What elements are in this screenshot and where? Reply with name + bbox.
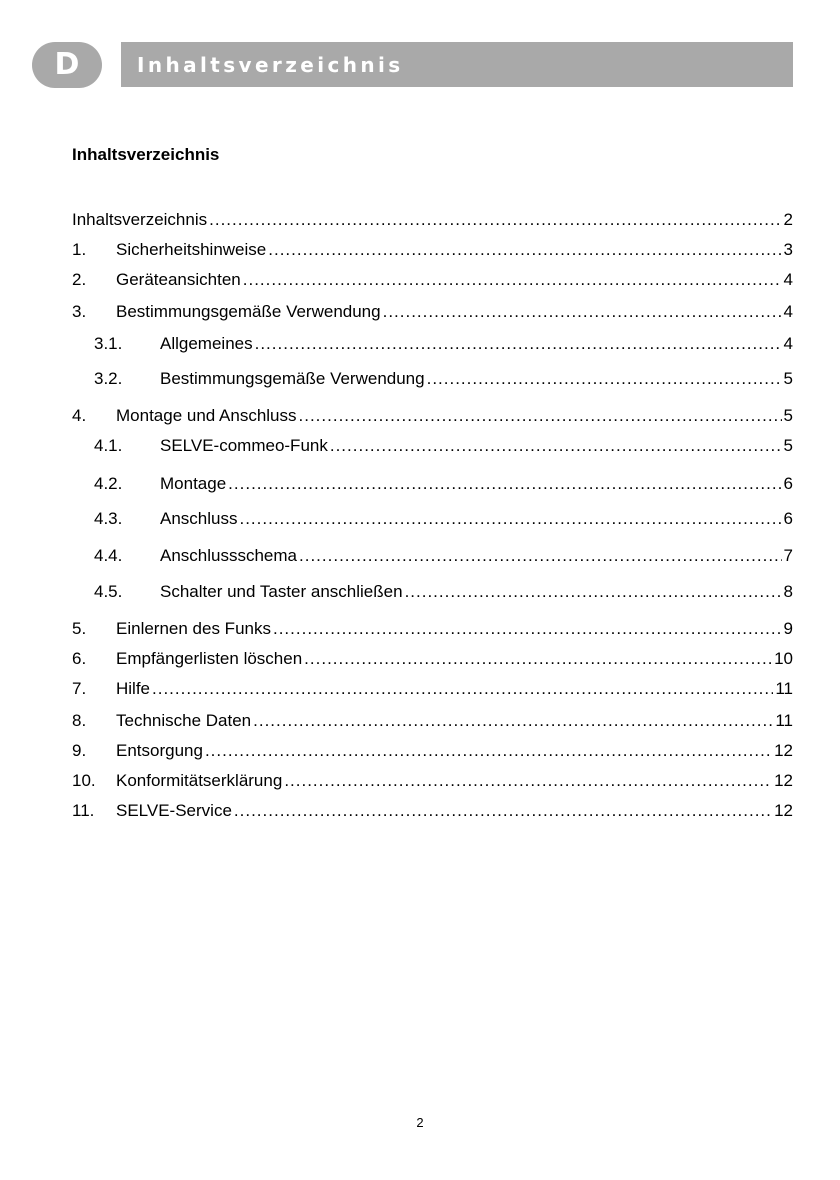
toc-page-number: 12 [774, 801, 793, 820]
toc-label: Sicherheitshinweise [116, 240, 267, 259]
toc-page-number: 7 [783, 546, 793, 565]
toc-label: Hilfe [116, 679, 151, 698]
toc-number: 3.1. [94, 334, 123, 353]
page-number: 2 [416, 1115, 424, 1130]
section-heading: Inhaltsverzeichnis [72, 145, 220, 164]
toc-label: Bestimmungsgemäße Verwendung [116, 302, 381, 321]
toc-entry[interactable] [72, 300, 793, 324]
toc-number: 6. [72, 649, 87, 668]
toc-entry[interactable] [72, 769, 793, 793]
toc-entry[interactable] [72, 472, 793, 496]
toc-number: 3.2. [94, 369, 123, 388]
toc-dot-leader [284, 769, 772, 793]
toc-number: 4.2. [94, 474, 123, 493]
toc-entry[interactable] [72, 677, 793, 701]
toc-entry[interactable] [72, 709, 793, 733]
toc-page-number: 6 [783, 474, 793, 493]
toc-label: Schalter und Taster anschließen [160, 582, 403, 601]
language-badge: D [32, 42, 102, 88]
toc-label: Anschlussschema [160, 546, 298, 565]
toc-dot-leader [299, 404, 782, 428]
toc-page-number: 12 [774, 771, 793, 790]
header-bar [121, 42, 793, 87]
toc-number: 4.5. [94, 582, 123, 601]
toc-dot-leader [243, 268, 782, 292]
toc-page-number: 8 [783, 582, 793, 601]
toc-page-number: 5 [783, 406, 793, 425]
toc-page-number: 4 [783, 302, 793, 321]
toc-dot-leader [205, 739, 772, 763]
toc-number: 10. [72, 771, 96, 790]
toc-entry[interactable] [72, 799, 793, 823]
toc-page-number: 2 [783, 210, 793, 229]
toc-dot-leader [255, 332, 782, 356]
toc-label: Geräteansichten [116, 270, 241, 289]
toc-entry[interactable] [72, 544, 793, 568]
toc-number: 2. [72, 270, 87, 289]
toc-label: Allgemeines [160, 334, 253, 353]
toc-entry[interactable] [72, 434, 793, 458]
toc-number: 11. [72, 801, 95, 820]
header-title: Inhaltsverzeichnis [137, 53, 404, 77]
toc-dot-leader [405, 580, 782, 604]
toc-entry[interactable] [72, 580, 793, 604]
toc-dot-leader [273, 617, 782, 641]
toc-number: 1. [72, 240, 87, 259]
toc-page-number: 3 [783, 240, 793, 259]
toc-label: SELVE-commeo-Funk [160, 436, 328, 455]
toc-dot-leader [299, 544, 782, 568]
toc-dot-leader [304, 647, 772, 671]
toc-dot-leader [253, 709, 773, 733]
toc-entry[interactable] [72, 367, 793, 391]
toc-page-number: 12 [774, 741, 793, 760]
toc-label: Technische Daten [116, 711, 252, 730]
toc-dot-leader [209, 208, 781, 232]
toc-dot-leader [234, 799, 772, 823]
toc-label: Konformitätserklärung [116, 771, 283, 790]
toc-page-number: 6 [783, 509, 793, 528]
toc-entry[interactable] [72, 739, 793, 763]
toc-dot-leader [383, 300, 782, 324]
toc-entry[interactable] [72, 208, 793, 232]
toc-dot-leader [228, 472, 781, 496]
toc-dot-leader [268, 238, 781, 262]
toc-entry[interactable] [72, 404, 793, 428]
toc-label: Bestimmungsgemäße Verwendung [160, 369, 425, 388]
toc-dot-leader [330, 434, 782, 458]
toc-number: 4.3. [94, 509, 123, 528]
toc-number: 9. [72, 741, 87, 760]
toc-entry[interactable] [72, 268, 793, 292]
toc-number: 4.1. [94, 436, 123, 455]
toc-entry[interactable] [72, 617, 793, 641]
toc-label: Anschluss [160, 509, 238, 528]
toc-dot-leader [427, 367, 782, 391]
toc-label: SELVE-Service [116, 801, 232, 820]
toc-number: 7. [72, 679, 87, 698]
toc-page-number: 5 [783, 369, 793, 388]
toc-label: Empfängerlisten löschen [116, 649, 303, 668]
toc-page-number: 4 [783, 270, 793, 289]
toc-number: 8. [72, 711, 87, 730]
toc-label: Montage [160, 474, 227, 493]
toc-page-number: 10 [774, 649, 793, 668]
toc-label: Entsorgung [116, 741, 203, 760]
toc-entry[interactable] [72, 507, 793, 531]
toc-page-number: 4 [783, 334, 793, 353]
toc-number: 4. [72, 406, 87, 425]
toc-label: Einlernen des Funks [116, 619, 271, 638]
toc-dot-leader [152, 677, 773, 701]
toc-number: 3. [72, 302, 87, 321]
toc-entry[interactable] [72, 647, 793, 671]
toc-entry[interactable] [72, 332, 793, 356]
toc-entry[interactable] [72, 238, 793, 262]
toc-number: 5. [72, 619, 87, 638]
toc-label: Montage und Anschluss [116, 406, 297, 425]
toc-page-number: 9 [783, 619, 793, 638]
toc-page-number: 11 [775, 711, 793, 730]
toc-number: 4.4. [94, 546, 123, 565]
toc-page-number: 5 [783, 436, 793, 455]
toc-label: Inhaltsverzeichnis [72, 210, 208, 229]
toc-dot-leader [239, 507, 781, 531]
toc-page-number: 11 [775, 679, 793, 698]
